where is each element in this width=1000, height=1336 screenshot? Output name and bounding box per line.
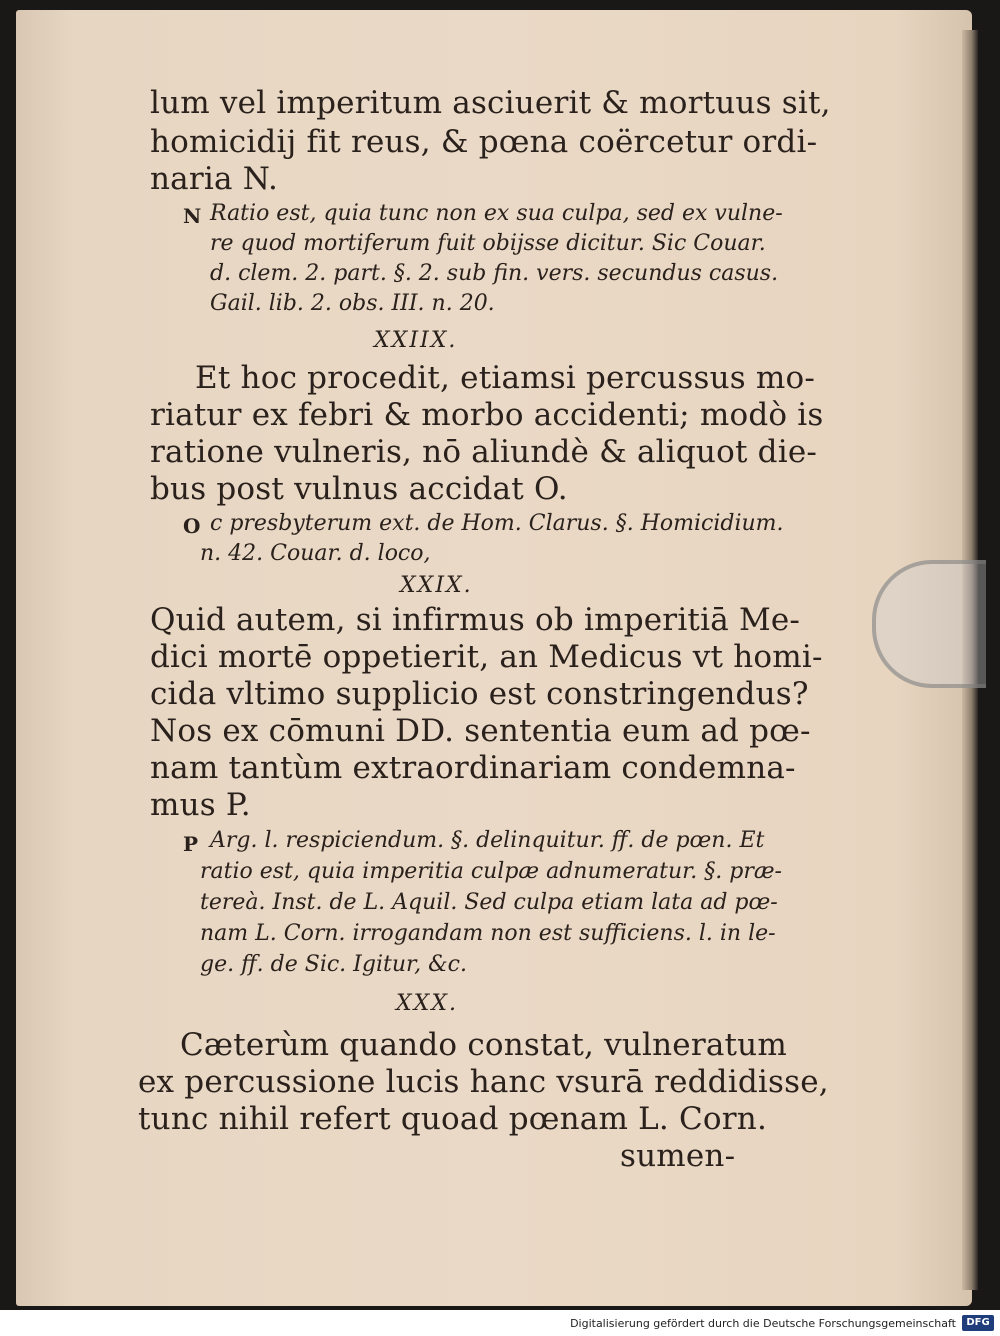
footnote-line: tereà. Inst. de L. Aquil. Sed culpa etiam lata ad pœ-	[200, 890, 778, 915]
text-line: Cæterùm quando constat, vulneratum	[180, 1027, 787, 1063]
footnote-line: ratio est, quia imperitia culpæ adnumeratur. §. præ-	[200, 859, 782, 884]
text-line: ex percussione lucis hanc vsurā reddidisse,	[138, 1064, 829, 1100]
footnote-marker: O	[183, 514, 201, 538]
footnote-line: ge. ff. de Sic. Igitur, &c.	[200, 952, 467, 977]
text-line: lum vel imperitum asciuerit & mortuus sit,	[150, 85, 831, 121]
funding-credit: Digitalisierung gefördert durch die Deutsche Forschungsgemeinschaft	[570, 1317, 956, 1330]
text-line: riatur ex febri & morbo accidenti; modò is	[150, 397, 824, 433]
section-heading: XXIIX.	[374, 328, 458, 353]
text-line: homicidij fit reus, & pœna coërcetur ordi-	[150, 124, 818, 160]
catchword: sumen-	[620, 1138, 736, 1174]
text-line: Quid autem, si infirmus ob imperitiā Me-	[150, 602, 801, 638]
section-heading: XXIX.	[400, 573, 473, 598]
text-line: ratione vulneris, nō aliundè & aliquot die-	[150, 434, 818, 470]
text-line: Nos ex cōmuni DD. sententia eum ad pœ-	[150, 713, 811, 749]
text-line: mus P.	[150, 787, 251, 823]
dfg-logo: DFG	[962, 1315, 994, 1331]
footnote-line: Arg. l. respiciendum. §. delinquitur. ff. de pœn. Et	[210, 828, 765, 853]
text-line: dici mortē oppetierit, an Medicus vt homi-	[150, 639, 823, 675]
footnote-line: Ratio est, quia tunc non ex sua culpa, sed ex vulne-	[210, 201, 783, 226]
text-line: cida vltimo supplicio est constringendus?	[150, 676, 809, 712]
footnote-line: nam L. Corn. irrogandam non est sufficiens. l. in le-	[200, 921, 776, 946]
footnote-line: re quod mortiferum fuit obijsse dicitur. Sic Couar.	[210, 231, 766, 256]
footnote-line: n. 42. Couar. d. loco,	[200, 541, 431, 566]
text-line: nam tantùm extraordinariam condemna-	[150, 750, 796, 786]
footnote-line: d. clem. 2. part. §. 2. sub fin. vers. secundus casus.	[210, 261, 779, 286]
section-heading: XXX.	[396, 991, 458, 1016]
text-line: tunc nihil refert quoad pœnam L. Corn.	[138, 1101, 768, 1137]
text-line: Et hoc procedit, etiamsi percussus mo-	[195, 360, 816, 396]
footnote-line: c presbyterum ext. de Hom. Clarus. §. Homicidium.	[210, 511, 784, 536]
footnote-marker: N	[183, 204, 202, 228]
footnote-line: Gail. lib. 2. obs. III. n. 20.	[210, 291, 495, 316]
text-line: naria N.	[150, 161, 279, 197]
text-line: bus post vulnus accidat O.	[150, 471, 568, 507]
footer-bar	[0, 1310, 1000, 1336]
footnote-marker: P	[183, 832, 199, 856]
